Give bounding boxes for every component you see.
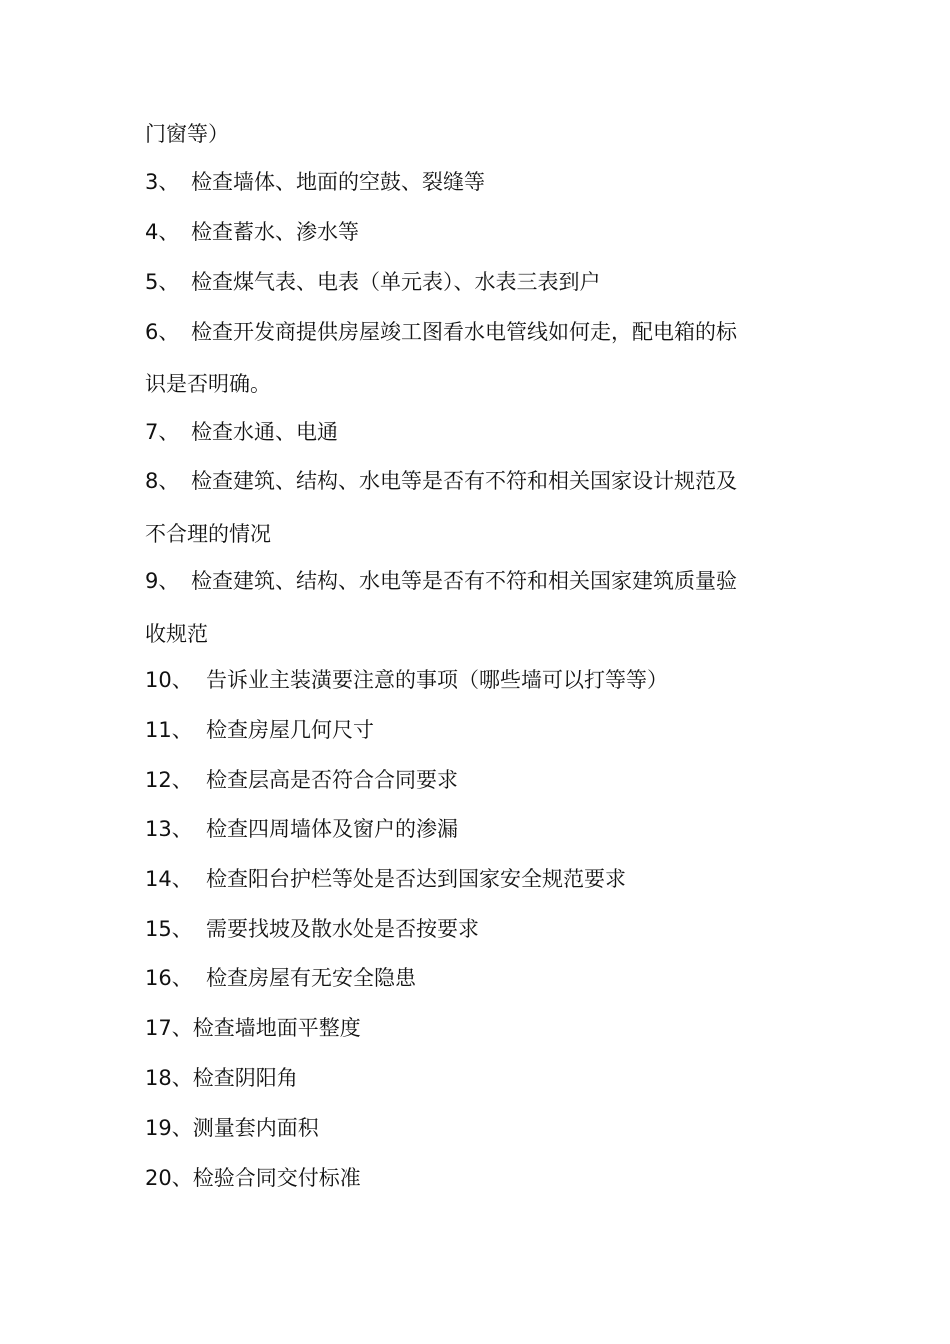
item-number: 20、	[145, 1166, 193, 1190]
item-text: 检查建筑、结构、水电等是否有不符和相关国家建筑质量验	[191, 569, 737, 593]
item-number: 13、	[145, 817, 193, 841]
list-item	[145, 567, 737, 595]
item-number: 8、	[145, 469, 180, 493]
list-item	[145, 666, 668, 694]
item-number: 14、	[145, 867, 193, 891]
item-number: 16、	[145, 966, 193, 990]
list-item	[145, 915, 479, 943]
item-text: 检查阳台护栏等处是否达到国家安全规范要求	[206, 867, 626, 891]
list-item	[145, 1064, 298, 1092]
item-number: 9、	[145, 569, 180, 593]
item-text: 检查房屋几何尺寸	[206, 718, 374, 742]
item-number: 17、	[145, 1016, 193, 1040]
list-item	[145, 1164, 361, 1192]
item-number: 5、	[145, 270, 180, 294]
item-number: 15、	[145, 917, 193, 941]
item-number: 6、	[145, 320, 180, 344]
list-item	[145, 716, 374, 744]
list-item-wrap	[145, 620, 208, 648]
list-item-wrap	[145, 370, 271, 398]
item-number: 10、	[145, 668, 193, 692]
list-item-wrap	[145, 520, 271, 548]
item-text: 检查水通、电通	[191, 420, 338, 444]
item-text: 检查蓄水、渗水等	[191, 220, 359, 244]
list-item	[145, 418, 338, 446]
list-item	[145, 168, 485, 196]
list-item	[145, 1114, 319, 1142]
item-text: 检查建筑、结构、水电等是否有不符和相关国家设计规范及	[191, 469, 737, 493]
item-number: 12、	[145, 768, 193, 792]
continuation-line	[145, 120, 229, 148]
item-number: 4、	[145, 220, 180, 244]
item-text: 检查墙体、地面的空鼓、裂缝等	[191, 170, 485, 194]
item-text: 检查墙地面平整度	[192, 1016, 361, 1040]
list-item	[145, 467, 737, 495]
item-text: 测量套内面积	[192, 1116, 319, 1140]
list-item	[145, 1014, 361, 1042]
item-text: 检查四周墙体及窗户的渗漏	[206, 817, 458, 841]
list-item	[145, 964, 416, 992]
item-wrap-text: 收规范	[145, 622, 208, 646]
item-number: 19、	[145, 1116, 193, 1140]
list-item	[145, 815, 458, 843]
item-number: 18、	[145, 1066, 193, 1090]
continuation-text: 门窗等）	[145, 122, 229, 146]
list-item	[145, 218, 359, 246]
list-item	[145, 865, 626, 893]
item-wrap-text: 识是否明确。	[145, 372, 271, 396]
list-item	[145, 766, 458, 794]
item-text: 检查房屋有无安全隐患	[206, 966, 416, 990]
item-text: 检查阴阳角	[192, 1066, 298, 1090]
item-text: 检查煤气表、电表（单元表）、水表三表到户	[191, 270, 601, 294]
item-wrap-text: 不合理的情况	[145, 522, 271, 546]
item-number: 7、	[145, 420, 180, 444]
item-number: 11、	[145, 718, 193, 742]
list-item	[145, 268, 601, 296]
item-number: 3、	[145, 170, 180, 194]
item-text: 需要找坡及散水处是否按要求	[206, 917, 479, 941]
item-text: 检查层高是否符合合同要求	[206, 768, 458, 792]
item-text: 检查开发商提供房屋竣工图看水电管线如何走，配电箱的标	[191, 320, 737, 344]
item-text: 告诉业主装潢要注意的事项（哪些墙可以打等等）	[206, 668, 668, 692]
list-item	[145, 318, 737, 346]
item-text: 检验合同交付标准	[192, 1166, 361, 1190]
